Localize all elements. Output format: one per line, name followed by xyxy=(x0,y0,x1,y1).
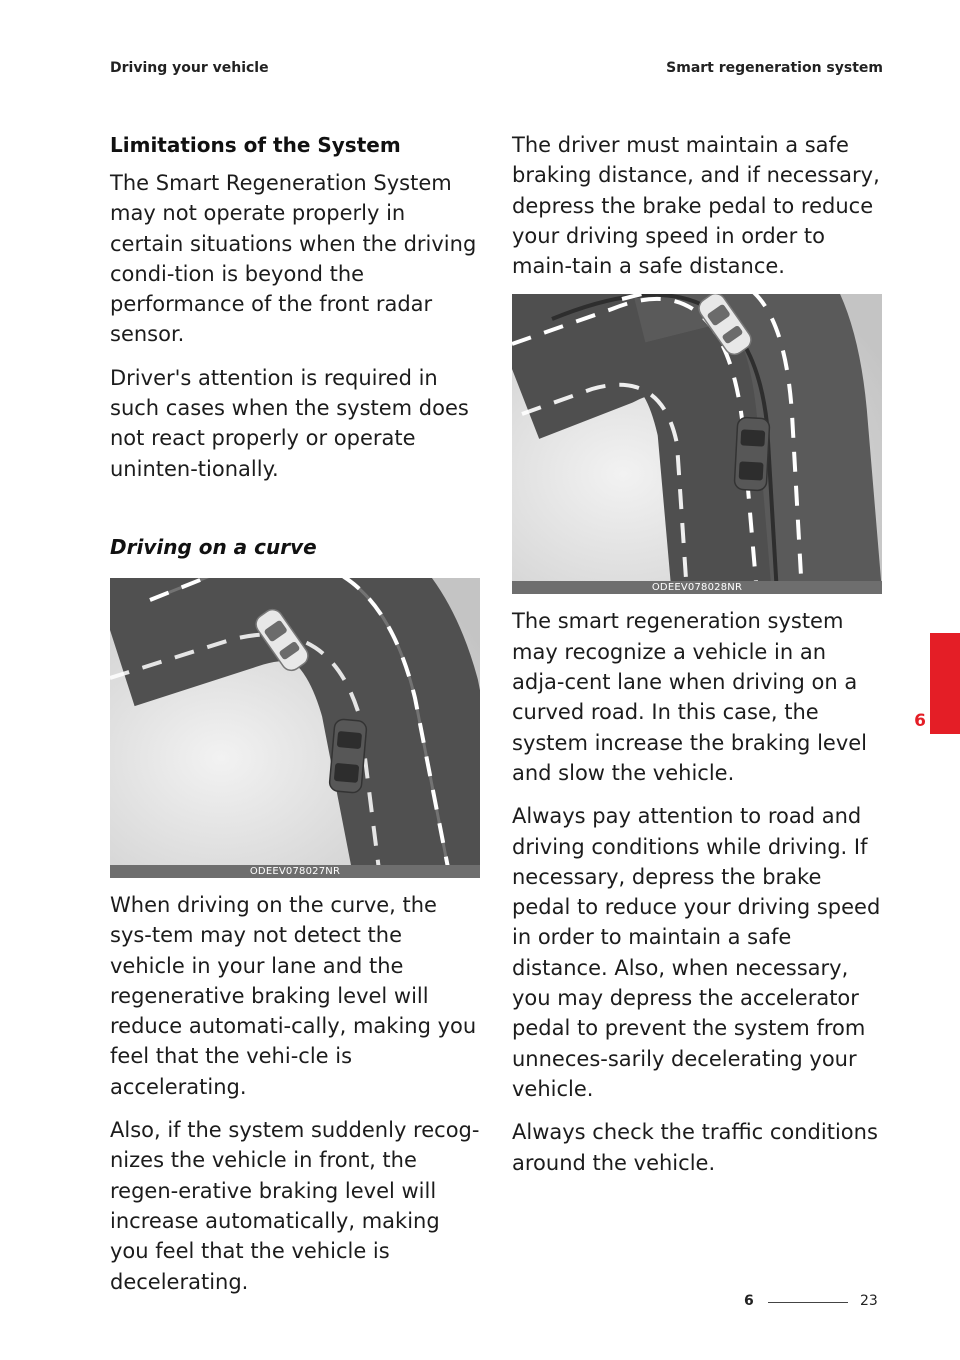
own-car xyxy=(329,719,367,794)
chapter-tab-number: 6 xyxy=(914,711,926,731)
right-column xyxy=(512,130,882,1191)
paragraph: Always pay attention to road and driving conditions while driving. If necessary, depress the brake pedal to reduce your driving speed in order to maintain a safe distance. Also, when necessary, you may depress the accelerator pedal to prevent the system from unneces-sarily decelerating your vehicle. xyxy=(512,804,881,1101)
road-curve-drawing xyxy=(110,578,480,878)
figure-code: ODEEV078028NR xyxy=(512,581,882,594)
footer-page-number: 23 xyxy=(860,1293,878,1309)
footer-chapter-number: 6 xyxy=(744,1293,754,1309)
curve-road-illustration xyxy=(110,578,480,878)
section-heading: Limitations of the System xyxy=(110,133,401,157)
paragraph: The Smart Regeneration System may not operate properly in certain situations when the driving condi-tion is beyond the performance of the front radar sensor. xyxy=(110,171,477,347)
paragraph: Always check the traffic conditions around the vehicle. xyxy=(512,1120,878,1175)
paragraph: Also, if the system suddenly recog-nizes the vehicle in front, the regen-erative braking level will increase automatically, making you feel that the vehicle is decelerating. xyxy=(110,1118,480,1294)
paragraph: The driver must maintain a safe braking distance, and if necessary, depress the brake pedal to reduce your driving speed in order to main-tain a safe distance. xyxy=(512,133,880,279)
running-header-section: Driving your vehicle xyxy=(110,60,269,76)
paragraph: The smart regeneration system may recognize a vehicle in an adja-cent lane when driving on a curved road. In this case, the system increase the braking level and slow the vehicle. xyxy=(512,609,868,785)
subsection-heading: Driving on a curve xyxy=(110,534,317,559)
own-car xyxy=(734,418,770,492)
paragraph: Driver's attention is required in such cases when the system does not react properly or operate uninten-tionally. xyxy=(110,365,469,481)
two-lane-curve-drawing xyxy=(512,294,882,594)
left-column xyxy=(110,130,480,1310)
paragraph: When driving on the curve, the sys-tem may not detect the vehicle in your lane and the regenerative braking level will reduce automati-cally, making you feel that the vehi-cle is accelerating. xyxy=(110,892,477,1099)
chapter-tab xyxy=(930,633,960,734)
figure-code: ODEEV078027NR xyxy=(110,865,480,878)
running-header-topic: Smart regeneration system xyxy=(666,60,883,76)
adjacent-lane-illustration xyxy=(512,294,882,594)
footer-divider xyxy=(768,1302,848,1303)
